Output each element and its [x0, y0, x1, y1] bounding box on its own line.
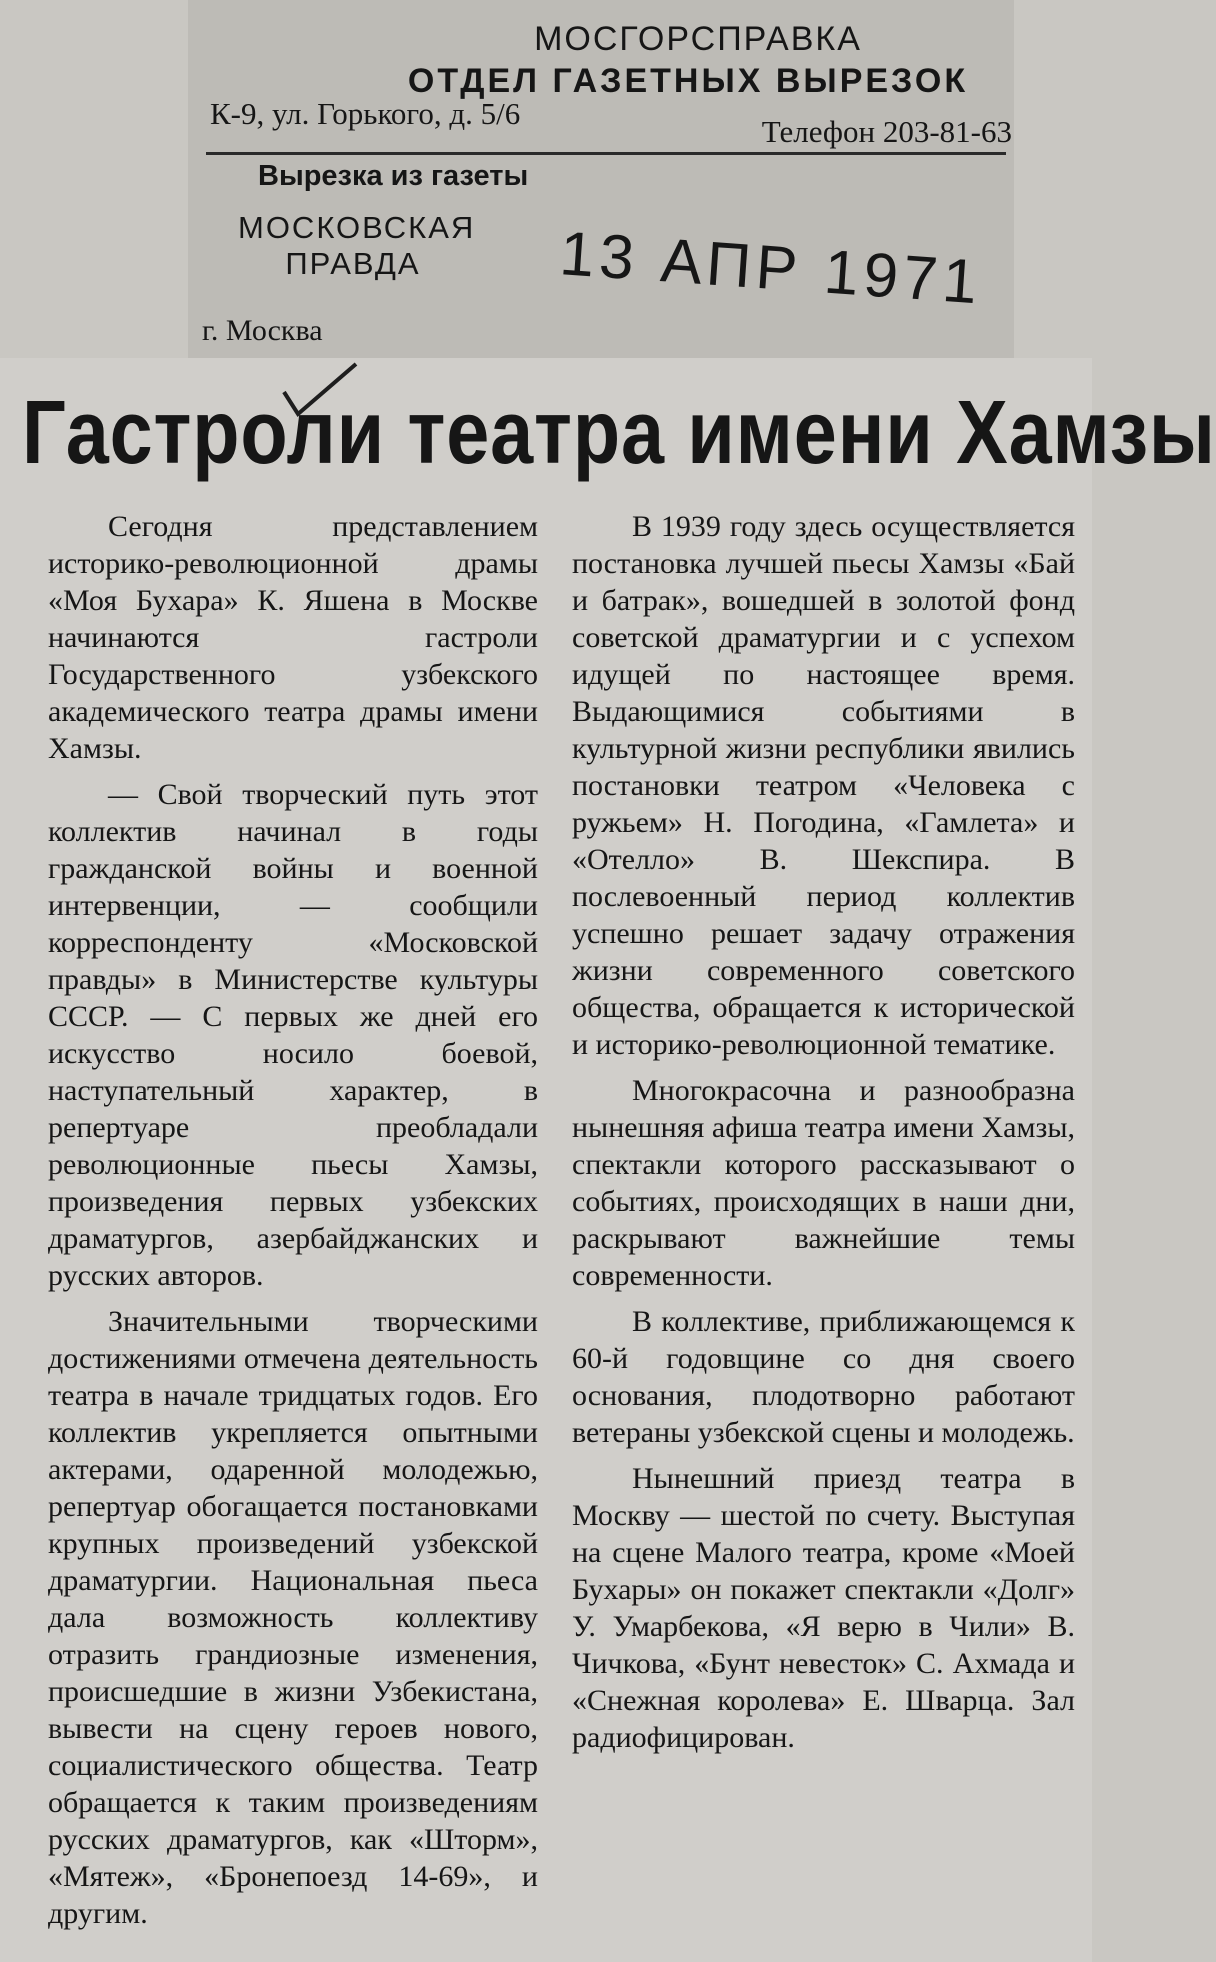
paragraph: В коллективе, приближающемся к 60-й годовщине со дня своего основания, плодотворно работают ветераны узбекской сцены и молодежь. — [572, 1305, 1075, 1449]
paragraph: Нынешний приезд театра в Москву — шестой по счету. Выступая на сцене Малого театра, кроме «Моей Бухары» он покажет спектакли «Долг» У. Умарбекова, «Я верю в Чили» В. Чичкова, «Бунт невесток» С. Ахмада и «Снежная королева» Е. Шварца. Зал радиофицирован. — [572, 1462, 1075, 1754]
agency-address: К-9, ул. Горького, д. 5/6 — [210, 96, 521, 131]
city-label: г. Москва — [202, 314, 323, 347]
paragraph: Сегодня представлением историко-революционной драмы «Моя Бухара» К. Яшена в Москве начинаются гастроли Государственного узбекского академического театра драмы имени Хамзы. — [48, 510, 538, 765]
agency-phone: Телефон 203-81-63 — [761, 114, 1012, 149]
article-right-column — [572, 508, 1075, 1756]
paragraph: Значительными творческими достижениями отмечена деятельность театра в начале тридцатых годов. Его коллектив укрепляется опытными актерами, одаренной молодежью, репертуар обогащается постановками крупных произведений узбекской драматургии. Национальная пьеса дала возможность коллективу отразить грандиозные изменения, происшедшие в жизни Узбекистана, вывести на сцену героев нового, социалистического общества. Театр обращается к таким произведениям русских драматургов, как «Шторм», «Мятеж», «Бронепоезд 14-69», и другим. — [48, 1305, 538, 1930]
clipping-service-label — [188, 0, 1014, 360]
paragraph: В 1939 году здесь осуществляется постановка лучшей пьесы Хамзы «Бай и батрак», вошедшей в золотой фонд советской драматургии и с успехом идущей по настоящее время. Выдающимися событиями в культурной жизни республики явились постановки театром «Человека с ружьем» Н. Погодина, «Гамлета» и «Отелло» В. Шекспира. В послевоенный период коллектив успешно решает задачу отражения жизни современного советского общества, обращается к исторической и историко-революционной тематике. — [572, 510, 1075, 1061]
clipping-from-label: Вырезка из газеты — [258, 160, 529, 192]
paragraph: — Свой творческий путь этот коллектив начинал в годы гражданской войны и военной интервенции, — сообщили корреспонденту «Московской правды» в Министерстве культуры СССР. — С первых же дней его искусство носило боевой, наступательный характер, в репертуаре преобладали революционные пьесы Хамзы, произведения первых узбекских драматургов, азербайджанских и русских авторов. — [48, 778, 538, 1292]
article-left-column — [48, 508, 538, 1932]
newspaper-name: МОСКОВСКАЯ ПРАВДА — [238, 210, 476, 281]
agency-name: МОСГОРСПРАВКА — [534, 20, 862, 58]
article-headline: Гастроли театра имени Хамзы — [22, 383, 1216, 483]
department-name: ОТДЕЛ ГАЗЕТНЫХ ВЫРЕЗОК — [407, 62, 969, 100]
date-stamp: 13 АПР 1971 — [557, 219, 985, 318]
paragraph: Многокрасочна и разнообразна нынешняя афиша театра имени Хамзы, спектакли которого рассказывают о событиях, происходящих в наши дни, раскрывают важнейшие темы современности. — [572, 1074, 1075, 1292]
label-divider — [206, 152, 1006, 155]
